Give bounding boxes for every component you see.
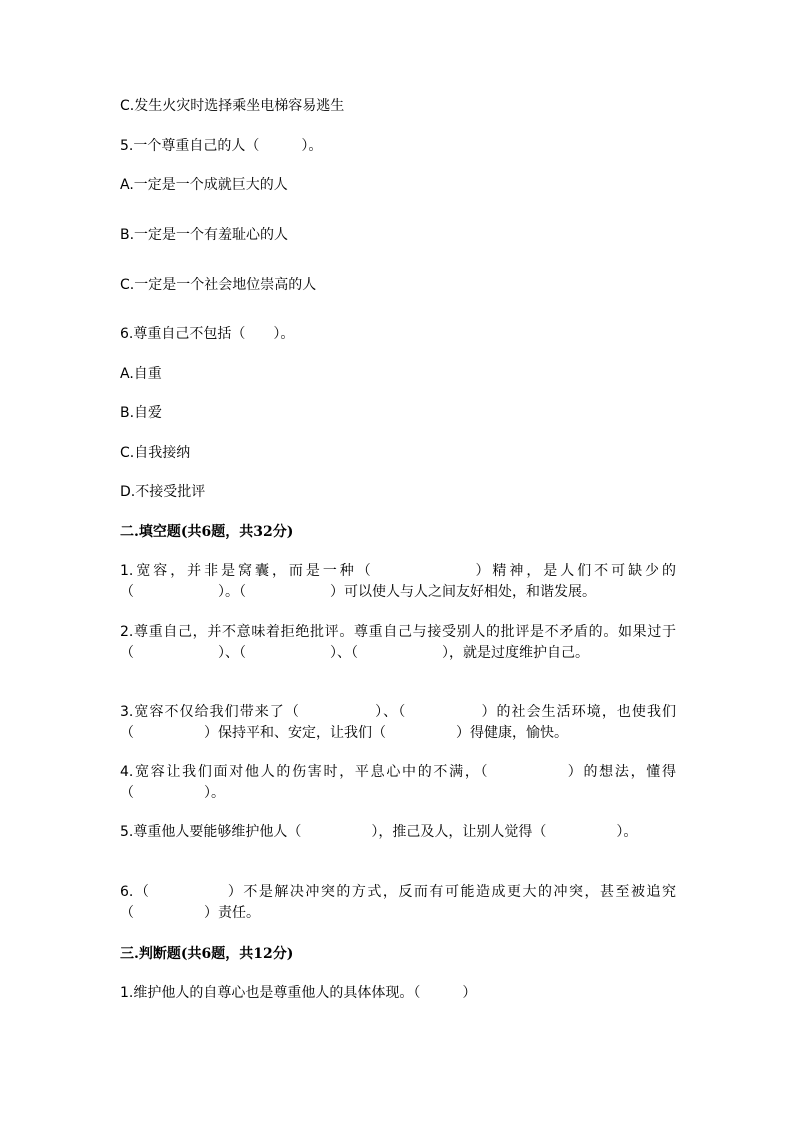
q6-option-d: D.不接受批评: [120, 484, 206, 500]
q4-option-c: C.发生火灾时选择乘坐电梯容易逃生: [120, 98, 345, 114]
q6-option-b: B.自爱: [120, 405, 163, 421]
section-fill-title: 二.填空题(共6题，共32分): [120, 524, 294, 540]
q5-option-a: A.一定是一个成就巨大的人: [120, 177, 288, 193]
fill-item-2: 2.尊重自己，并不意味着拒绝批评。尊重自己与接受别人的批评是不矛盾的。如果过于（ ）、（ ）、（ ），就是过度维护自己。: [120, 624, 676, 661]
q5-option-b: B.一定是一个有羞耻心的人: [120, 227, 289, 243]
judge-item-1: 1.维护他人的自尊心也是尊重他人的具体体现。（ ）: [120, 985, 477, 1001]
q6-option-a: A.自重: [120, 366, 162, 382]
fill-item-1: 1.宽容，并非是窝囊，而是一种（ ）精神，是人们不可缺少的（ ）。（ ）可以使人与人之间友好相处，和谐发展。: [120, 563, 676, 600]
q5-option-c: C.一定是一个社会地位崇高的人: [120, 277, 317, 293]
fill-item-4: 4.宽容让我们面对他人的伤害时，平息心中的不满，（ ）的想法，懂得（ ）。: [120, 764, 676, 801]
q6-stem: 6.尊重自己不包括（ ）。: [120, 326, 295, 342]
fill-item-5: 5.尊重他人要能够维护他人（ ），推己及人，让别人觉得（ ）。: [120, 824, 638, 840]
fill-item-3: 3.宽容不仅给我们带来了（ ）、（ ）的社会生活环境，也使我们（ ）保持平和、安定，让我们（ ）得健康，愉快。: [120, 704, 676, 741]
q5-stem: 5.一个尊重自己的人（ ）。: [120, 138, 323, 154]
fill-item-6: 6.（ ）不是解决冲突的方式，反而有可能造成更大的冲突，甚至被追究（ ）责任。: [120, 884, 676, 921]
q6-option-c: C.自我接纳: [120, 445, 191, 461]
section-judge-title: 三.判断题(共6题，共12分): [120, 946, 294, 962]
